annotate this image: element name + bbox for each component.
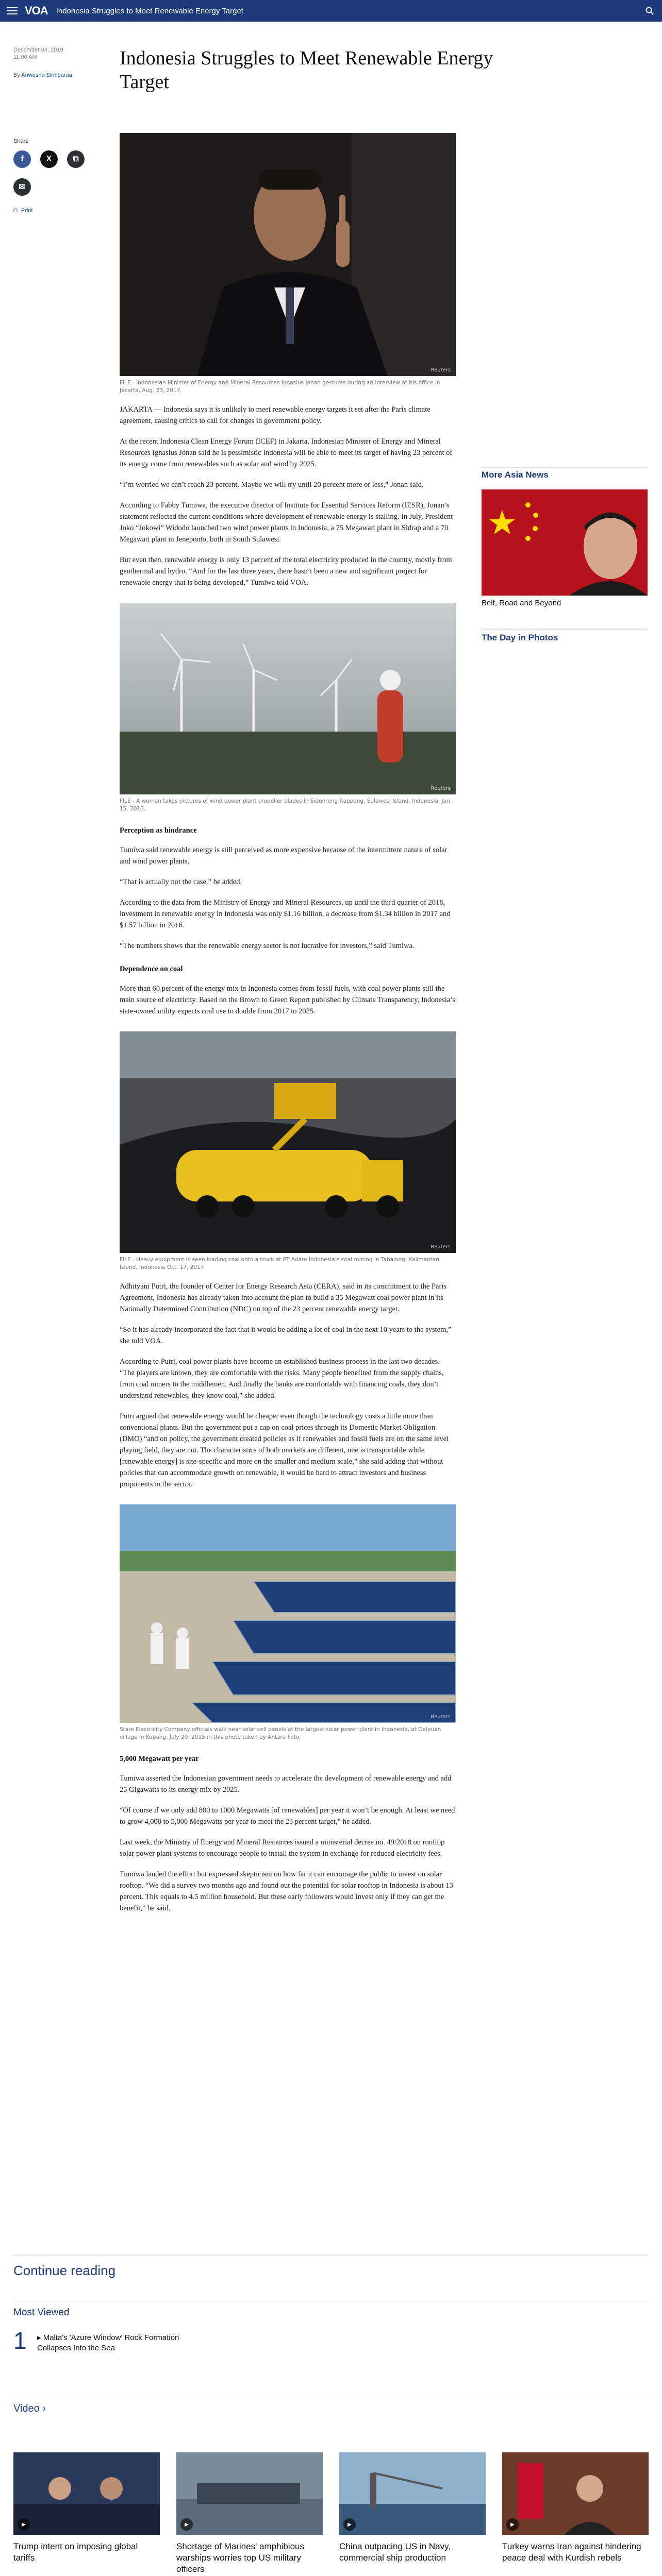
day-in-photos-heading[interactable]: The Day in Photos — [482, 633, 558, 642]
copy-link-button[interactable] — [67, 150, 85, 168]
paragraph: Adhityani Putri, the founder of Center for Energy Research Asia (CERA), said in its commitment to the Paris Agreement, Indonesia has already taken into account the plan to build a 35 Megawatt coal power plant in its Nationally Determined Contribution (NDC) on top of the 23 percent renewable energy target. — [120, 1282, 446, 1313]
paragraph: “I’m worried we can’t reach 23 percent. Maybe we will try until 20 percent more or less,” Jonan said. — [120, 481, 424, 489]
photo-caption: FILE - Heavy equipment is seen loading coal onto a truck at PT Adaro Indonesia’s coal mining in Tabalong, Kalimantan Island, Indonesia Oct. 17, 2017. — [120, 1257, 439, 1270]
play-icon: ▶ — [180, 2518, 193, 2531]
video-thumbnail-image — [339, 2452, 486, 2535]
article-photo-wind-turbines[interactable] — [120, 603, 456, 794]
video-title[interactable]: Turkey warns Iran against hindering peace deal with Kurdish rebels — [502, 2541, 641, 2563]
video-title[interactable]: China outpacing US in Navy, commercial ship production — [339, 2541, 451, 2563]
paragraph: Last week, the Ministry of Energy and Mineral Resources issued a ministerial decree no. 49/2018 on rooftop solar power plant systems to encourage people to install the system in exchange for reduced electricity fees. — [120, 1838, 445, 1858]
search-icon[interactable] — [646, 7, 654, 15]
top-navigation-bar — [0, 0, 662, 22]
bullet-icon: ▸ — [37, 2333, 43, 2342]
section-subhead: Perception as hindrance — [120, 826, 197, 835]
photo-credit: Reuters — [431, 1714, 451, 1720]
wind-turbine-photo-illustration — [120, 603, 456, 794]
paragraph: At the recent Indonesia Clean Energy Forum (ICEF) in Jakarta, Indonesian Minister of Energy and Mineral Resources Ignasius Jonan said he is pessimistic Indonesia will be able to meet its target of having 23 percent of its energy come from renewables such as solar and wind by 2025. — [120, 437, 453, 468]
section-divider — [13, 2255, 649, 2256]
byline-prefix: By — [13, 72, 20, 78]
rail-card-title[interactable]: Belt, Road and Beyond — [482, 599, 561, 607]
x-share-button[interactable] — [40, 150, 58, 168]
x-icon: X — [46, 155, 52, 163]
rail-divider — [482, 629, 648, 630]
topbar-title: Indonesia Struggles to Meet Renewable Energy Target — [56, 6, 243, 15]
article-body — [120, 133, 456, 1914]
rail-feature-card[interactable] — [482, 489, 648, 596]
video-title[interactable]: Shortage of Marines' amphibious warships worries top US military officers — [176, 2541, 304, 2574]
publish-dateline — [13, 46, 63, 61]
play-icon: ▶ — [343, 2518, 356, 2531]
paragraph: “So it has already incorporated the fact that it would be adding a lot of coal in the next 10 years to the system,” she told VOA. — [120, 1326, 452, 1345]
print-button[interactable] — [13, 207, 32, 214]
photo-caption: FILE - Indonesian Minister of Energy and Mineral Resources Ignasius Jonan gestures during an interview at his office in Jakarta, Aug. 23, 2017. — [120, 380, 440, 394]
belt-road-illustration — [482, 489, 648, 596]
facebook-share-button[interactable] — [13, 150, 31, 168]
article-photo-minister[interactable] — [120, 133, 456, 376]
paragraph: “The numbers shows that the renewable energy sector is not lucrative for investors,” said Tumiwa. — [120, 942, 415, 950]
article-photo-coal-mining[interactable] — [120, 1031, 456, 1253]
video-thumbnail[interactable] — [339, 2452, 486, 2535]
paragraph: According to Putri, coal power plants have become an established business process in the last two decades. “The players are known, they are comfortable with the risks. Many people benefited from the supply chains, from coal miners to the middlemen. And finally the banks are comfortable with financing coals, they don’t understand renewables, they know coal,” she added. — [120, 1358, 444, 1400]
paragraph: More than 60 percent of the energy mix in Indonesia comes from fossil fuels, with coal power plants still the main source of electricity. Based on the Brown to Green Report published by Climate Transparency, Indonesia’s state-owned utility expects coal use to double from 2017 to 2025. — [120, 985, 455, 1015]
paragraph: JAKARTA — Indonesia says it is unlikely to meet renewable energy targets it set after the Paris climate agreement, causing critics to call for changes in government policy. — [120, 405, 431, 425]
section-subhead: 5,000 Megawatt per year — [120, 1755, 199, 1763]
coal-truck-photo-illustration — [120, 1031, 456, 1253]
email-icon: ✉ — [19, 183, 26, 192]
chevron-right-icon: › — [42, 2403, 46, 2414]
video-heading[interactable] — [13, 2403, 46, 2415]
section-subhead: Dependence on coal — [120, 965, 183, 973]
paragraph: Tumiwa lauded the effort but expressed skepticism on how far it can encourage the public to invest on solar rooftop. “We did a survey two months ago and found out the potential for solar rooftop in Indonesia is about 13 percent. This equals to 4.5 million household. But these early followers would invest only if they can get the benefit,” he said. — [120, 1870, 453, 1912]
email-share-button[interactable] — [13, 178, 31, 196]
most-viewed-rank: 1 — [13, 2327, 27, 2354]
paragraph: Putri argued that renewable energy would be cheaper even though the technology costs a little more than conventional plants. But the government put a cap on coal prices through its Domestic Market Obligation (DMO) “and on policy, the government created policies as if renewables and fossil fuels are on the same level playing field, they are not. The characteristics of both markets are different, one is transportable while [renewable energy] is site-specific and more on the smaller and medium scale,” she said adding that without policies that can accommodate growth on renewable, it would be hard to attract investors and business proponents in the sector. — [120, 1412, 449, 1488]
article-photo-solar-panels[interactable] — [120, 1504, 456, 1723]
most-viewed-item[interactable] — [37, 2333, 207, 2353]
play-icon: ▶ — [18, 2518, 30, 2531]
video-thumbnail-image — [176, 2452, 323, 2535]
most-viewed-item-title: Malta's 'Azure Window' Rock Formation Collapses Into the Sea — [37, 2333, 179, 2352]
photo-credit: Reuters — [431, 786, 451, 791]
video-title[interactable]: Trump intent on imposing global tariffs — [13, 2541, 138, 2563]
rail-divider — [482, 467, 648, 468]
video-thumbnail-image — [13, 2452, 160, 2535]
photo-credit: Reuters — [431, 1244, 451, 1250]
video-thumbnail[interactable] — [502, 2452, 649, 2535]
minister-photo-illustration — [120, 133, 456, 376]
photo-caption: State Electricity Company officials walk near solar cell panels at the largest solar power plant in Indonesia, at Oelpuah village in Kupang, July 20, 2015 in this photo taken by Antara Foto. — [120, 1726, 441, 1740]
paragraph: “Of course if we only add 800 to 1000 Megawatts [of renewables] per year it won’t be enough. At least we need to grow 4,000 to 5,000 Megawatts per year to meet the 23 percent target,” he added. — [120, 1806, 455, 1826]
paragraph: “That is actually not the case,” he added. — [120, 878, 242, 886]
more-asia-news-heading[interactable]: More Asia News — [482, 470, 549, 480]
link-icon: ⧉ — [73, 155, 79, 163]
video-heading-label: Video — [13, 2403, 40, 2414]
share-label: Share — [13, 138, 29, 144]
solar-panels-photo-illustration — [120, 1504, 456, 1723]
print-label: Print — [21, 207, 33, 214]
paragraph: Tumiwa said renewable energy is still perceived as more expensive because of the intermittent nature of solar and wind power plants. — [120, 846, 448, 866]
publish-time: 11:00 AM — [13, 54, 37, 60]
author-link[interactable]: Anwesha Sinhbarua — [21, 72, 72, 78]
photo-credit: Reuters — [431, 367, 451, 373]
menu-icon[interactable] — [7, 7, 18, 14]
most-viewed-heading: Most Viewed — [13, 2307, 70, 2318]
paragraph: Tumiwa asserted the Indonesian government needs to accelerate the development of renewable energy and add 25 Gigawatts to its energy mix by 2025. — [120, 1774, 452, 1794]
facebook-icon: f — [21, 155, 24, 163]
paragraph: But even then, renewable energy is only 13 percent of the total electricity produced in the country, mostly from geothermal and hydro. “And for the last three years, there hasn’t been a new and significant project for renewable energy that is being developed,” Tumiwa told VOA. — [120, 556, 452, 587]
continue-reading-heading: Continue reading — [13, 2263, 116, 2278]
article-headline: Indonesia Struggles to Meet Renewable Energy Target — [120, 47, 493, 93]
voa-logo[interactable]: VOA — [25, 4, 48, 17]
paragraph: According to the data from the Ministry of Energy and Mineral Resources, up until the third quarter of 2018, investment in renewable energy in Indonesia was only $1.16 billion, a decrease from $1.34 billion in 2017 and $1.57 billion in 2016. — [120, 899, 451, 929]
publish-date: December 04, 2019 — [13, 47, 63, 53]
photo-caption: FILE - A woman takes pictures of wind power plant propeller blades in Sidenreng Rappang, Sulawesi Island, Indonesia, Jan. 15, 2018. — [120, 798, 452, 812]
video-thumbnail[interactable] — [176, 2452, 323, 2535]
video-thumbnail[interactable] — [13, 2452, 160, 2535]
paragraph: According to Fabby Tumiwa, the executive director of Institute for Essential Services Reform (IESR), Jonan’s statement reflected the current conditions where development of renewable energy is stalling. In July, President Joko “Jokowi” Widodo launched two wind power plants in Indonesia, a 75 Megawatt plant in Sidrap and a 70 Megawatt plant in Jeneponto, both in South Sulawesi. — [120, 501, 453, 544]
play-icon: ▶ — [506, 2518, 519, 2531]
byline — [13, 72, 72, 78]
print-icon: ⎙ — [13, 207, 18, 213]
video-thumbnail-image — [502, 2452, 649, 2535]
